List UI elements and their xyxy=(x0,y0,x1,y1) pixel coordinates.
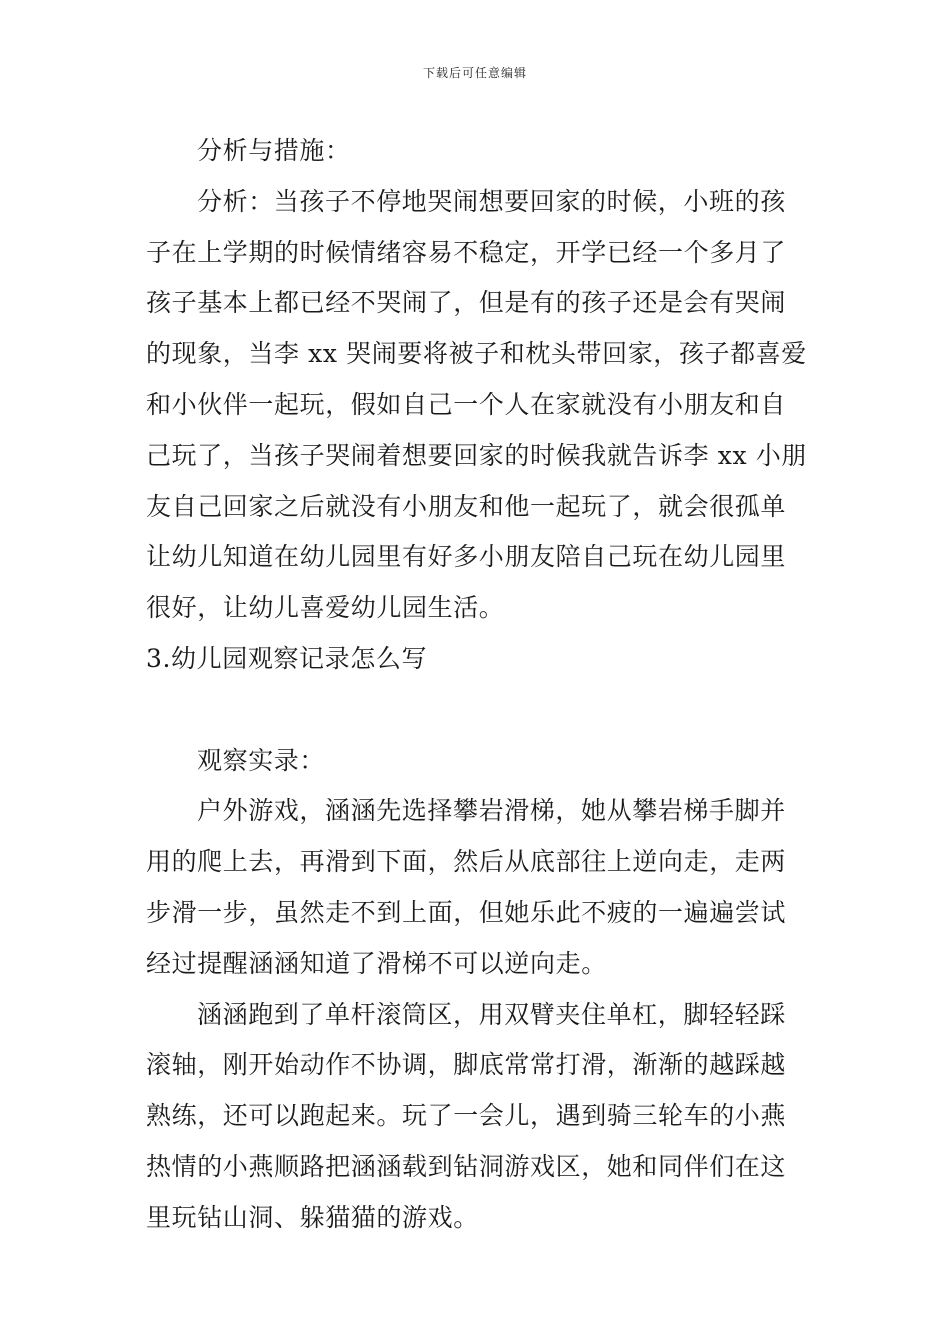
paragraph-line: 很好，让幼儿喜爱幼儿园生活。 xyxy=(146,593,505,623)
page-header: 下载后可任意编辑 xyxy=(422,66,527,80)
paragraph-line: 子在上学期的时候情绪容易不稳定，开学已经一个多月了 xyxy=(146,237,787,267)
section-heading-observation: 观察实录： xyxy=(197,745,326,775)
document-body xyxy=(146,126,810,1244)
paragraph-line: 户外游戏，涵涵先选择攀岩滑梯，她从攀岩梯手脚并 xyxy=(197,796,786,826)
paragraph-line: 热情的小燕顺路把涵涵载到钻洞游戏区，她和同伴们在这 xyxy=(146,1151,787,1181)
paragraph-line: 让幼儿知道在幼儿园里有好多小朋友陪自己玩在幼儿园里 xyxy=(146,542,787,572)
section-heading-analysis: 分析与措施： xyxy=(197,136,351,165)
paragraph-line: 涵涵跑到了单杆滚筒区，用双臂夹住单杠，脚轻轻踩 xyxy=(197,999,786,1029)
paragraph-line: 滚轴，刚开始动作不协调，脚底常常打滑，渐渐的越踩越 xyxy=(146,1050,787,1080)
blank-line xyxy=(146,685,810,736)
paragraph-line: 和小伙伴一起玩，假如自己一个人在家就没有小朋友和自 xyxy=(146,389,787,419)
paragraph-line: 的现象，当李 xx 哭闹要将被子和枕头带回家，孩子都喜爱 xyxy=(146,339,807,369)
paragraph-line: 里玩钻山洞、躲猫猫的游戏。 xyxy=(146,1202,479,1232)
section-title: 3.幼儿园观察记录怎么写 xyxy=(146,643,428,673)
paragraph-line: 友自己回家之后就没有小朋友和他一起玩了，就会很孤单 xyxy=(146,491,787,521)
paragraph-line: 己玩了，当孩子哭闹着想要回家的时候我就告诉李 xx 小朋 xyxy=(146,440,807,470)
paragraph-line: 熟练，还可以跑起来。玩了一会儿，遇到骑三轮车的小燕 xyxy=(146,1101,787,1131)
paragraph-line: 经过提醒涵涵知道了滑梯不可以逆向走。 xyxy=(146,948,607,978)
paragraph-line: 孩子基本上都已经不哭闹了，但是有的孩子还是会有哭闹 xyxy=(146,288,787,318)
paragraph-line: 步滑一步，虽然走不到上面，但她乐此不疲的一遍遍尝试 xyxy=(146,897,787,927)
paragraph-line: 用的爬上去，再滑到下面，然后从底部往上逆向走，走两 xyxy=(146,847,787,877)
paragraph-line: 分析：当孩子不停地哭闹想要回家的时候，小班的孩 xyxy=(197,186,786,216)
